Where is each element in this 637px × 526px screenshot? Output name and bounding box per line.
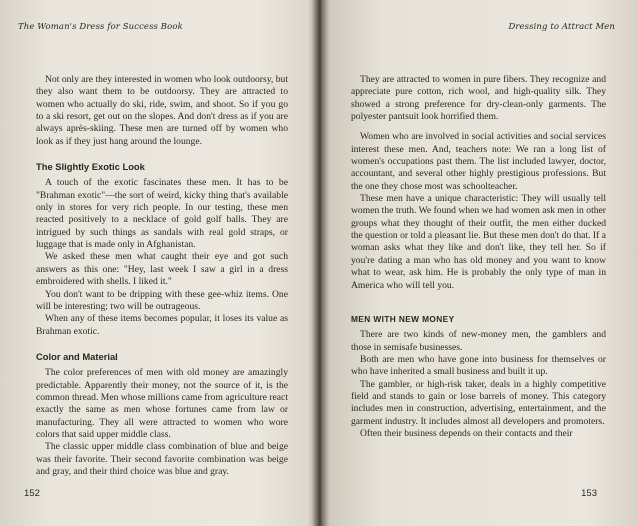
section-heading-exotic: The Slightly Exotic Look [36,161,145,173]
paragraph: The color preferences of men with old money are amazingly predictable. Apparently their money, not the source of it, is the common thread. Men whose millions came from agriculture react exactly the same as men whose fortunes came from law or manufacturing. They all were attracted to women who wore colors that said upper middle class. [36,367,288,440]
paragraph: The classic upper middle class combination of blue and beige was their favorite. Their second favorite combination was beige and gray, and their third choice was blue and gray. [36,441,288,477]
paragraph: When any of these items becomes popular, it loses its value as Brahman exotic. [36,313,288,337]
running-head-left: The Woman's Dress for Success Book [18,22,183,32]
running-head-right: Dressing to Attract Men [508,22,615,32]
paragraph: Women who are involved in social activities and social services interest these men. And, teachers note: We ran a long list of women's occupations past them. The list included lawyer, doctor, accountant, and several other highly prestigious professions. But the one they chose most was schoolteacher. [351,131,606,192]
paragraph: Not only are they interested in women who look outdoorsy, but they also want them to be outdoorsy. They are attracted to women who actually do ski, ride, swim, and shoot. So if you go to a ski resort, get out on the slopes. And don't dress as if you are always après-skiing. These men are turned off by women who look as if they just hang around the lounge. [36,74,288,147]
left-page [0,0,316,526]
paragraph: Both are men who have gone into business for themselves or who have inherited a small business and built it up. [351,353,606,378]
paragraph: You don't want to be dripping with these gee-whiz items. One will be interesting; two will be outrageous. [36,288,288,312]
paragraph: They are attracted to women in pure fibers. They recognize and appreciate pure cotton, rich wool, and high-quality silk. They showed a strong preference for dry-clean-only garments. The polyester pantsuit look horrified them. [351,74,606,123]
right-page-body [351,74,606,440]
paragraph: There are two kinds of new-money men, the gamblers and those in semisafe businesses. [351,329,606,353]
section-heading-new-money: MEN WITH NEW MONEY [351,313,455,324]
section-heading-color: Color and Material [36,350,118,362]
page-number-right: 153 [581,488,597,499]
paragraph: These men have a unique characteristic: They will usually tell women the truth. We found when we had women ask men in other groups what they thought of their outfit, the men either ducked the question or told a pleasant lie. But these men don't do that. If a woman asks what they like and don't like, they tell her. So if you're dating a man who has old money and you want to know what to wear, ask him. He is probably the only type of man in America who will tell you. [351,193,606,291]
paragraph: The gambler, or high-risk taker, deals in a highly competitive field and stands to gain or lose barrels of money. This category includes men in construction, advertising, entertainment, and the garment industry. It includes almost all developers and promoters. [351,378,606,427]
page-number-left: 152 [24,488,40,499]
paragraph: Often their business depends on their contacts and their [360,427,573,439]
right-page [321,0,637,526]
paragraph: A touch of the exotic fascinates these men. It has to be "Brahman exotic"—the sort of weird, kicky thing that's available only in stores for very rich people. In our testing, these men reacted positively to a necklace of gold golf balls. They are intrigued by such things as sandals with real gold straps, or luggage that is made only in Afghanistan. [36,177,288,251]
left-page-body [36,74,288,478]
book-gutter [308,0,330,526]
paragraph: We asked these men what caught their eye and got such answers as this one: "Hey, last week I saw a girl in a dress embroidered with shells. I liked it." [36,251,288,288]
